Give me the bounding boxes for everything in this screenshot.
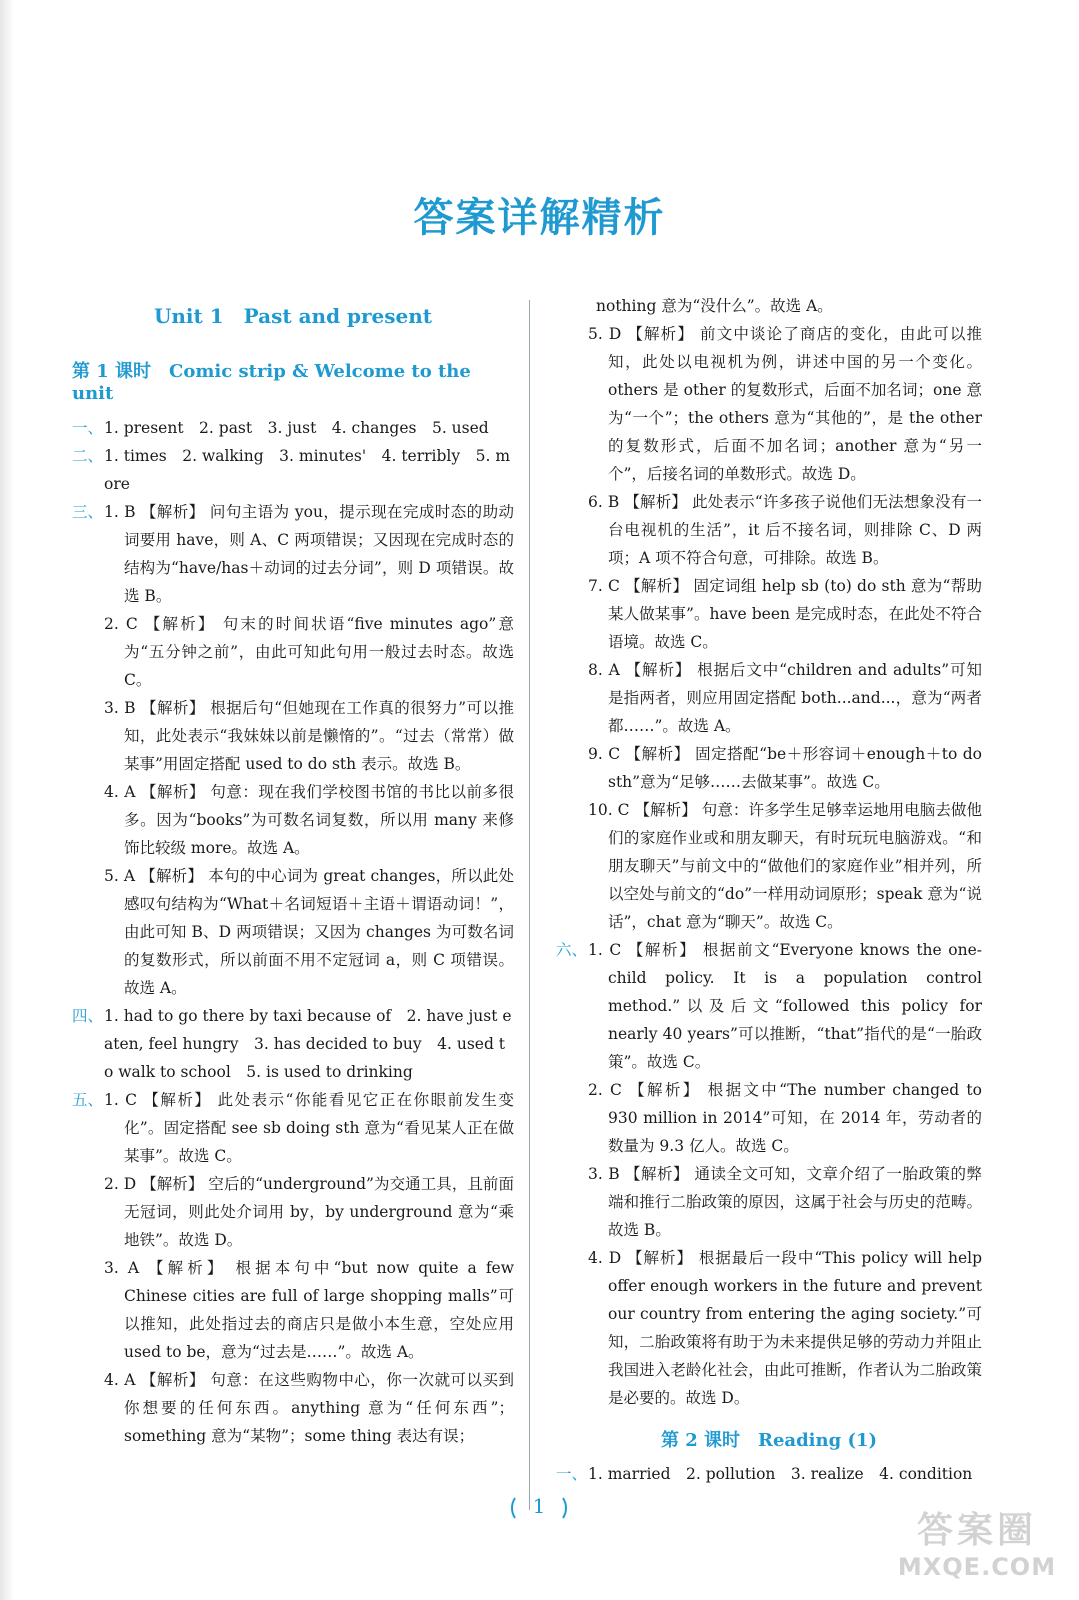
page-number: [503, 1488, 575, 1524]
answer-item: 2. C 【解析】 句末的时间状语“five minutes ago”意为“五分钟之前”，由此可知此句用一般过去时态。故选 C。: [104, 615, 514, 689]
lesson-title: 第 2 课时 Reading (1): [660, 1430, 878, 1451]
answer-item: 1. C 【解析】 此处表示“你能看见它正在你眼前发生变化”。固定搭配 see sb doing sth 意为“看见某人正在做某事”。故选 C。: [104, 1091, 514, 1165]
answer-item: 8. A 【解析】 根据后文中“children and adults”可知是指两者，则应用固定搭配 both...and...，意为“两者都……”。故选 A。: [588, 661, 982, 735]
answer-line: 1. times 2. walking 3. minutes' 4. terribly 5. more: [104, 447, 511, 493]
page-title: 答案详解精析: [413, 195, 666, 241]
answer-item: 1. B 【解析】 问句主语为 you，提示现在完成时态的助动词要用 have，则 A、C 两项错误；又因现在完成时态的结构为“have/has＋动词的过去分词”，则 D 项错误。故选 B。: [104, 503, 514, 605]
lesson-title: 第 1 课时 Comic strip & Welcome to the unit: [72, 361, 471, 404]
section-2: [72, 442, 514, 498]
answer-line: 1. had to go there by taxi because of 2. have just eaten, feel hungry 3. has decided to buy 4. used to walk to school 5. is used to drinking: [104, 1007, 512, 1081]
answer-item: 1. C 【解析】 根据前文“Everyone knows the one-child policy. It is a population control method.”以及后文“followed this policy for nearly 40 years”可以推断，“that”指代的是“一胎政策”。故选 C。: [588, 941, 982, 1071]
answer-item: 6. B 【解析】 此处表示“许多孩子说他们无法想象没有一台电视机的生活”，it 后不接名词，则排除 C、D 两项；A 项不符合句意，可排除。故选 B。: [588, 493, 982, 567]
answer-item: 4. A 【解析】 句意：现在我们学校图书馆的书比以前多很多。因为“books”为可数名词复数，所以用 many 来修饰比较级 more。故选 A。: [104, 783, 514, 857]
column-divider: [529, 300, 530, 1510]
watermark-logo: [893, 1502, 1061, 1580]
answer-line: 1. present 2. past 3. just 4. changes 5. used: [104, 419, 489, 437]
section-6: [556, 936, 982, 1412]
section-7: [556, 1460, 982, 1488]
answer-item: 2. C 【解析】 根据文中“The number changed to 930 million in 2014”可知，在 2014 年，劳动者的数量为 9.3 亿人。故选 C。: [588, 1081, 982, 1155]
section-5-continued: [556, 320, 982, 936]
answer-item: 3. A 【解析】 根据本句中“but now quite a few Chinese cities are full of large shopping malls”可以推知，此处指过去的商店只是做小本生意，空处应用 used to be，意为“过去是……”。故选 A。: [104, 1259, 514, 1361]
section-label: 五、: [72, 1091, 104, 1109]
section-3: [72, 498, 514, 1002]
section-label: 六、: [556, 941, 588, 959]
answer-item: 3. B 【解析】 通读全文可知，文章介绍了一胎政策的弊端和推行二胎政策的原因，这属于社会与历史的范畴。故选 B。: [588, 1165, 982, 1239]
left-column: [72, 300, 514, 1450]
continued-line: nothing 意为“没什么”。故选 A。: [596, 297, 833, 315]
watermark-text-bottom: MXQE.COM: [897, 1552, 1057, 1581]
answer-item: 9. C 【解析】 固定搭配“be＋形容词＋enough＋to do sth”意为“足够……去做某事”。故选 C。: [588, 745, 982, 791]
watermark-text-top: 答案圈: [916, 1509, 1037, 1551]
answer-item: 4. A 【解析】 句意：在这些购物中心，你一次就可以买到你想要的任何东西。anything 意为“任何东西”；something 意为“某物”；some thing 表达有误；: [104, 1371, 514, 1445]
section-label: 四、: [72, 1007, 104, 1025]
answer-item: 5. A 【解析】 本句的中心词为 great changes，所以此处感叹句结构为“What＋名词短语＋主语＋谓语动词！”，由此可知 B、D 两项错误；又因为 changes 为可数名词的复数形式，所以前面不用不定冠词 a，则 C 项错误。故选 A。: [104, 867, 514, 997]
answer-item: 2. D 【解析】 空后的“underground”为交通工具，且前面无冠词，则此处介词用 by，by underground 意为“乘地铁”。故选 D。: [104, 1175, 514, 1249]
answer-line: 1. married 2. pollution 3. realize 4. condition: [588, 1465, 973, 1483]
section-4: [72, 1002, 514, 1086]
section-5: [72, 1086, 514, 1450]
answer-item: 10. C 【解析】 句意：许多学生足够幸运地用电脑去做他们的家庭作业或和朋友聊天，有时玩玩电脑游戏。“和朋友聊天”与前文中的“做他们的家庭作业”相并列，所以空处与前文的“do”一样用动词原形；speak 意为“说话”，chat 意为“聊天”。故选 C。: [588, 801, 982, 931]
unit-title: Unit 1 Past and present: [153, 304, 433, 328]
answer-item: 3. B 【解析】 根据后句“但她现在工作真的很努力”可以推知，此处表示“我妹妹以前是懒惰的”。“过去（常常）做某事”用固定搭配 used to do sth 表示。故选 B。: [104, 699, 514, 773]
section-1: [72, 414, 514, 442]
section-label: 三、: [72, 503, 104, 521]
answer-item: 5. D 【解析】 前文中谈论了商店的变化，由此可以推知，此处以电视机为例，讲述中国的另一个变化。others 是 other 的复数形式，后面不加名词；one 意为“一个”；the others 意为“其他的”，是 the other 的复数形式，后面不加名词；another 意为“另一个”，后接名词的单数形式。故选 D。: [588, 325, 982, 483]
right-column: [556, 292, 982, 1488]
answer-item: 7. C 【解析】 固定词组 help sb (to) do sth 意为“帮助某人做某事”。have been 是完成时态，在此处不符合语境。故选 C。: [588, 577, 982, 651]
page-number-text: 1: [532, 1494, 546, 1518]
section-label: 一、: [72, 419, 104, 437]
answer-item: 4. D 【解析】 根据最后一段中“This policy will help offer enough workers in the future and prevent our country from entering the aging society.”可知，二胎政策将有助于为未来提供足够的劳动力并阻止我国进入老龄化社会，由此可推断，作者认为二胎政策是必要的。故选 D。: [588, 1249, 982, 1407]
section-label: 一、: [556, 1465, 588, 1483]
section-label: 二、: [72, 447, 104, 465]
